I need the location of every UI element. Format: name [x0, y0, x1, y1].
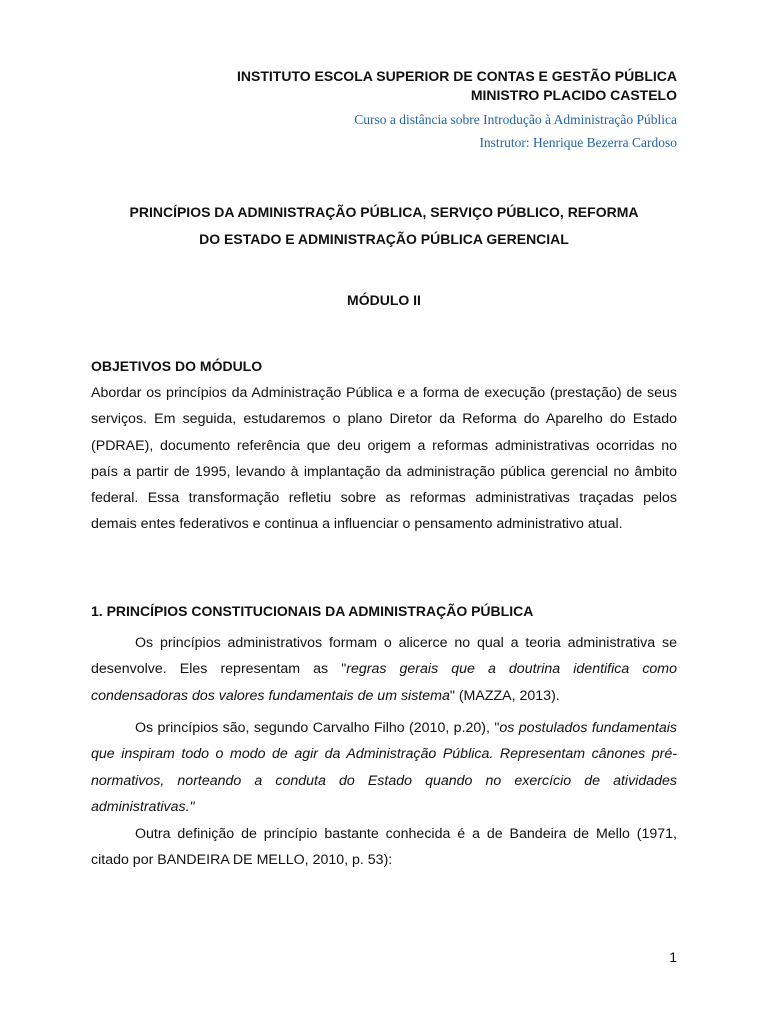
document-title: [91, 199, 677, 253]
section-1-paragraph-3: Outra definição de princípio bastante conhecida é a de Bandeira de Mello (1971, citado por BANDEIRA DE MELLO, 2010, p. 53):: [91, 826, 677, 869]
title-line-2: DO ESTADO E ADMINISTRAÇÃO PÚBLICA GERENCIAL: [199, 231, 569, 247]
p1-quote: regras gerais que a doutrina identifica como condensadoras dos valores fundamentais de um sistema: [91, 661, 678, 704]
p1-text-after: " (MAZZA, 2013).: [449, 687, 560, 704]
instructor-name: Instrutor: Henrique Bezerra Cardoso: [479, 135, 677, 150]
page-number: 1: [669, 949, 677, 965]
section-1-paragraph-2: [91, 715, 677, 820]
section-1-heading: 1. PRINCÍPIOS CONSTITUCIONAIS DA ADMINISTRAÇÃO PÚBLICA: [91, 603, 534, 619]
objectives-paragraph: Abordar os princípios da Administração Pública e a forma de execução (prestação) de seus serviços. Em seguida, estudaremos o plano Diretor da Reforma do Aparelho do Estado (PDRAE), documento referência que deu origem a reformas administrativas ocorridas no país a partir de 1995, levando à implantação da administração pública gerencial no âmbito federal. Essa transformação refletiu sobre as reformas administrativas traçadas pelos demais entes federativos e continua a influenciar o pensamento administrativo atual.: [91, 385, 677, 533]
objectives-heading: OBJETIVOS DO MÓDULO: [91, 358, 263, 374]
document-header: [237, 67, 677, 154]
title-line-1: PRINCÍPIOS DA ADMINISTRAÇÃO PÚBLICA, SERVIÇO PÚBLICO, REFORMA: [129, 204, 639, 220]
module-heading: MÓDULO II: [347, 292, 421, 308]
p2-quote: os postulados fundamentais que inspiram todo o modo de agir da Administração Pública. Representam cânones pré-normativos, norteando a conduta do Estado quando no exercício de atividades administrativas.": [91, 720, 677, 815]
p2-text-before: Os princípios são, segundo Carvalho Filho (2010, p.20), ": [135, 720, 500, 736]
institute-name-line-1: INSTITUTO ESCOLA SUPERIOR DE CONTAS E GESTÃO PÚBLICA: [237, 68, 677, 84]
section-1-paragraph-1: [91, 630, 677, 709]
course-name: Curso a distância sobre Introdução à Administração Pública: [354, 112, 677, 127]
institute-name-line-2: MINISTRO PLACIDO CASTELO: [470, 87, 677, 103]
p1-text-before: Os princípios administrativos formam o alicerce no qual a teoria administrativa se desenvolve. Eles representam as ": [91, 635, 677, 678]
document-page: [91, 0, 677, 1024]
